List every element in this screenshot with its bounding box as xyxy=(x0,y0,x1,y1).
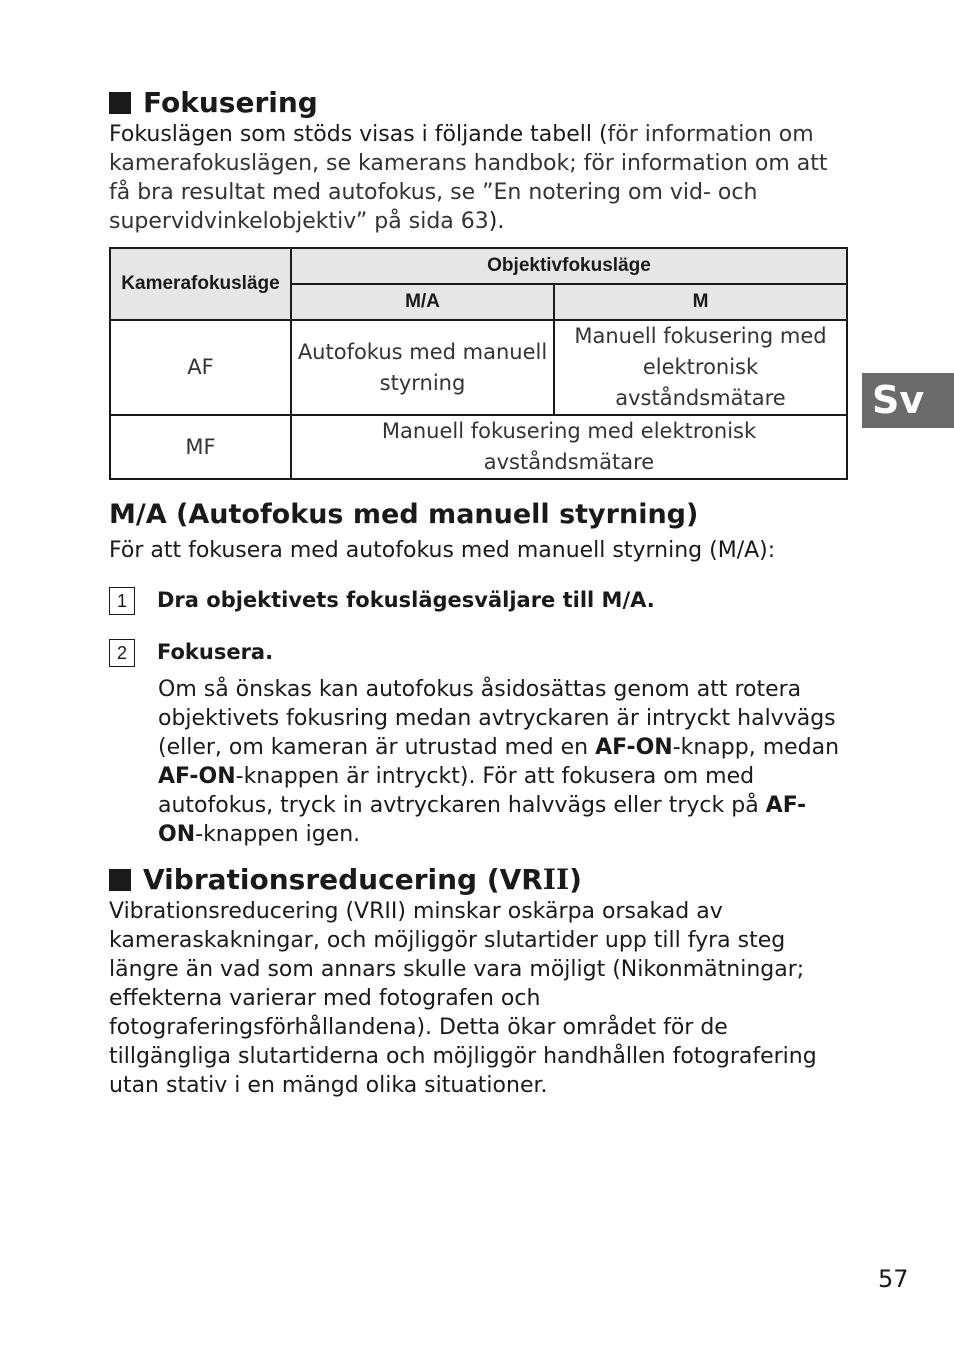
page-content xyxy=(109,86,849,1100)
step-2-body xyxy=(158,675,849,849)
square-bullet-icon xyxy=(109,92,131,114)
page-number: 57 xyxy=(878,1265,909,1293)
table-row xyxy=(110,415,847,479)
step-number-2: 2 xyxy=(109,639,135,667)
vr-title-text xyxy=(143,863,582,897)
table-header-row xyxy=(110,248,847,284)
row-af-ma: Autofokus med manuell styrning xyxy=(291,320,554,415)
af-on-label-1: AF-ON xyxy=(595,735,673,760)
step-number-1: 1 xyxy=(109,587,135,615)
row-af-m: Manuell fokusering med elektronisk avståndsmätare xyxy=(554,320,847,415)
header-col-m: M xyxy=(554,284,847,320)
square-bullet-icon xyxy=(109,869,131,891)
section-title-focus xyxy=(109,86,849,120)
vr-title-close: ) xyxy=(569,863,582,896)
step-1-title: Dra objektivets fokuslägesväljare till M/A. xyxy=(157,588,655,612)
vr-title-main: Vibrationsreducering (VR xyxy=(143,863,543,896)
focus-title-text: Fokusering xyxy=(143,86,318,119)
row-mf-both: Manuell fokusering med elektronisk avståndsmätare xyxy=(291,415,847,479)
step-1 xyxy=(109,585,849,615)
row-mf-mode: MF xyxy=(110,415,291,479)
focus-intro-b: för information om kamerafokuslägen, se kamerans handbok; för information om att få bra resultat med autofokus, se ”En notering om vid- och supervidvinkelobjektiv” på sida 63 xyxy=(109,122,828,234)
header-lens-mode: Objektivfokusläge xyxy=(291,248,847,284)
section-title-ma: M/A (Autofokus med manuell styrning) xyxy=(109,499,699,530)
step-2-body-2: -knapp, medan xyxy=(672,735,840,760)
focus-intro-c: ). xyxy=(488,209,505,234)
focus-intro-a: Fokuslägen som stöds visas i följande tabell ( xyxy=(109,122,608,147)
af-on-label-2: AF-ON xyxy=(158,764,236,789)
step-2-body-3: -knappen är intryckt). För att fokusera om med autofokus, tryck in avtryckaren halvvägs eller tryck på xyxy=(158,764,766,818)
ma-intro: För att fokusera med autofokus med manuell styrning (M/A): xyxy=(109,538,776,563)
af-on-label-3: AF-ON xyxy=(158,793,807,847)
section-title-vr xyxy=(109,863,849,897)
step-2 xyxy=(109,637,849,667)
vr-title-suffix: II xyxy=(542,863,570,896)
header-col-ma: M/A xyxy=(291,284,554,320)
focus-mode-table xyxy=(109,247,848,480)
step-2-title: Fokusera. xyxy=(157,640,274,664)
focus-intro xyxy=(109,120,849,236)
step-2-body-4: -knappen igen. xyxy=(195,822,361,847)
header-camera-mode: Kamerafokusläge xyxy=(110,248,291,320)
table-row xyxy=(110,320,847,415)
vr-body: Vibrationsreducering (VRII) minskar oskärpa orsakad av kameraskakningar, och möjliggör slutartider upp till fyra steg längre än vad som annars skulle vara möjligt (Nikonmätningar; effekterna varierar med fotografen och fotograferingsförhållandena). Detta ökar området för de tillgängliga slutartiderna och möjliggör handhållen fotografering utan stativ i en mängd olika situationer. xyxy=(109,899,817,1098)
step-2-body-1: Om så önskas kan autofokus åsidosättas genom att rotera objektivets fokusring medan avtryckaren är intryckt halvvägs (eller, om kameran är utrustad med en xyxy=(158,677,836,760)
row-af-mode: AF xyxy=(110,320,291,415)
language-tab: Sv xyxy=(862,373,954,428)
